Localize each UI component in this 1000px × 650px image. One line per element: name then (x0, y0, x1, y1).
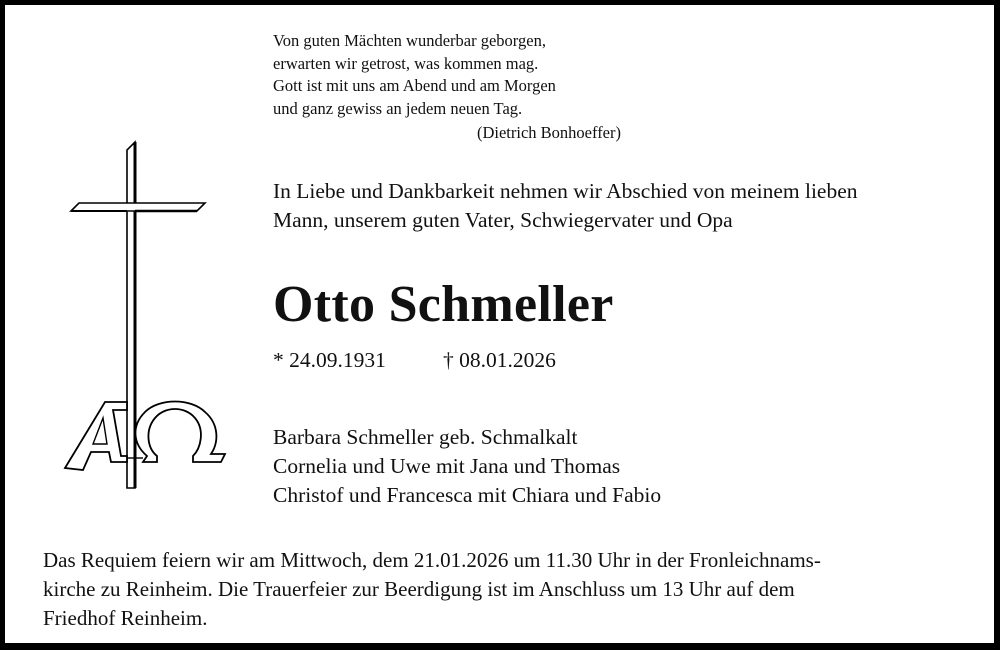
funeral-service-info (43, 546, 973, 633)
poem-line: Gott ist mit uns am Abend und am Morgen (273, 76, 556, 95)
deceased-name: Otto Schmeller (273, 276, 614, 333)
poem-author: (Dietrich Bonhoeffer) (476, 123, 621, 142)
cross-alpha-omega-icon (55, 140, 230, 490)
mourner-line: Barbara Schmeller geb. Schmalkalt (273, 425, 578, 449)
mourner-line: Cornelia und Uwe mit Jana und Thomas (273, 454, 621, 478)
poem-quote (273, 30, 633, 145)
farewell-text (273, 177, 973, 235)
service-line: kirche zu Reinheim. Die Trauerfeier zur Beerdigung ist im Anschluss um 13 Uhr auf dem (43, 577, 795, 601)
obituary-notice (5, 5, 994, 643)
farewell-line: Mann, unserem guten Vater, Schwiegervater und Opa (273, 208, 733, 232)
service-line: Friedhof Reinheim. (43, 606, 208, 630)
poem-line: Von guten Mächten wunderbar geborgen, (273, 31, 546, 50)
mourners-list (273, 423, 793, 510)
mourner-line: Christof und Francesca mit Chiara und Fabio (273, 483, 662, 507)
poem-line: erwarten wir getrost, was kommen mag. (273, 53, 539, 73)
poem-line: und ganz gewiss an jedem neuen Tag. (273, 98, 523, 118)
service-line: Das Requiem feiern wir am Mittwoch, dem 21.01.2026 um 11.30 Uhr in der Fronleichnams- (43, 548, 821, 572)
death-date: † 08.01.2026 (443, 348, 556, 372)
farewell-line: In Liebe und Dankbarkeit nehmen wir Abschied von meinem lieben (273, 179, 858, 203)
birth-date: * 24.09.1931 (273, 348, 386, 372)
